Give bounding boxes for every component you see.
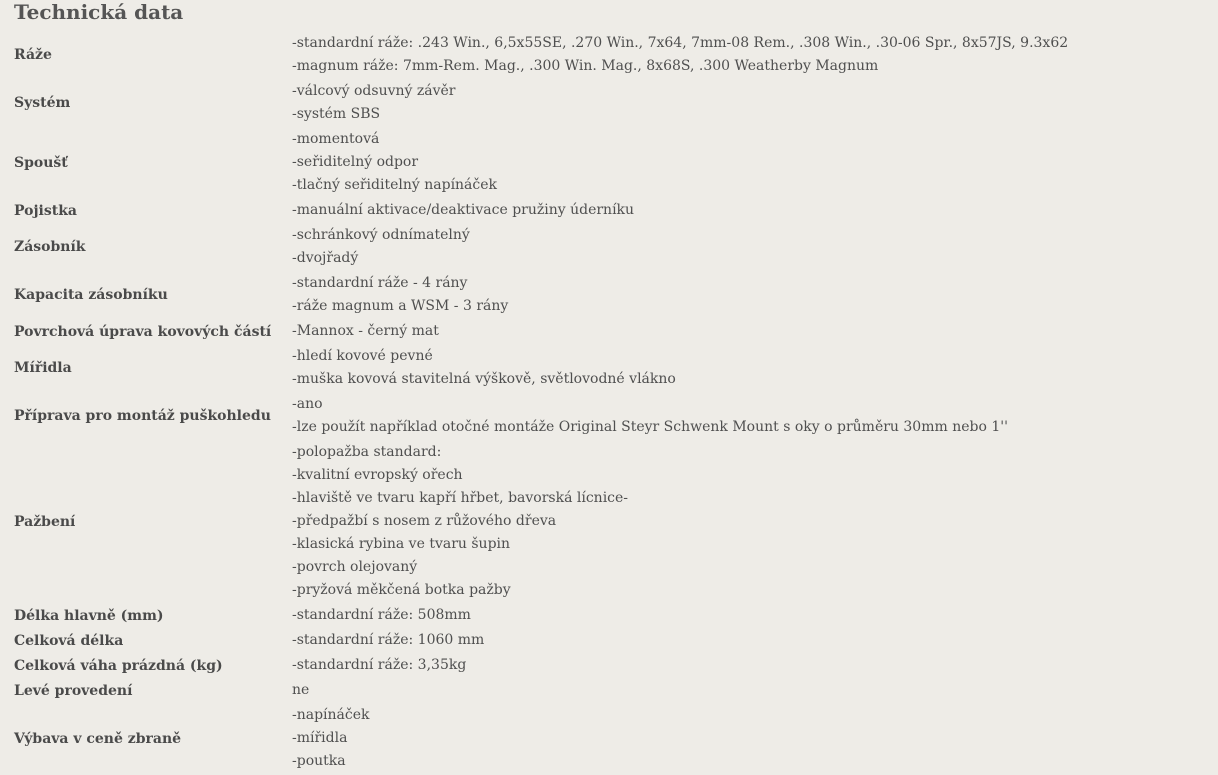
- spec-value: [292, 345, 1068, 393]
- spec-value-line: -standardní ráže: 3,35kg: [292, 657, 467, 673]
- spec-label: Zásobník: [14, 239, 86, 255]
- spec-value: [292, 441, 1068, 604]
- spec-value-line: ne: [292, 682, 310, 698]
- spec-row: [14, 128, 1068, 199]
- spec-value-line: -standardní ráže: 1060 mm: [292, 632, 485, 648]
- spec-row: [14, 679, 1068, 704]
- spec-value-line: -polopažba standard:: [292, 444, 442, 460]
- spec-label: Mířidla: [14, 360, 72, 376]
- spec-row: [14, 320, 1068, 345]
- spec-value-line: -dvojřadý: [292, 250, 359, 266]
- spec-value-line: -magnum ráže: 7mm-Rem. Mag., .300 Win. Mag., 8x68S, .300 Weatherby Magnum: [292, 58, 879, 74]
- spec-value-line: -hlaviště ve tvaru kapří hřbet, bavorská lícnice-: [292, 490, 629, 506]
- spec-value-line: -standardní ráže: 508mm: [292, 607, 471, 623]
- spec-row: [14, 393, 1068, 441]
- spec-value-line: -lze použít například otočné montáže Original Steyr Schwenk Mount s oky o průměru 30mm nebo 1'': [292, 419, 1008, 435]
- spec-row: [14, 704, 1068, 775]
- spec-label: Celková délka: [14, 632, 124, 649]
- spec-label: Délka hlavně (mm): [14, 607, 164, 624]
- spec-row: [14, 629, 1068, 654]
- spec-value-line: -seřiditelný odpor: [292, 154, 419, 170]
- spec-value-line: -předpažbí s nosem z růžového dřeva: [292, 513, 557, 529]
- spec-value-line: -manuální aktivace/deaktivace pružiny úderníku: [292, 202, 635, 218]
- spec-label: Spoušť: [14, 154, 68, 171]
- spec-label: Levé provedení: [14, 682, 133, 699]
- spec-value-line: -kvalitní evropský ořech: [292, 467, 463, 483]
- spec-value-line: -Mannox - černý mat: [292, 323, 439, 339]
- spec-value-line: -muška kovová stavitelná výškově, světlovodné vlákno: [292, 371, 676, 387]
- spec-value-line: -ráže magnum a WSM - 3 rány: [292, 298, 509, 314]
- spec-label: Příprava pro montáž puškohledu: [14, 408, 271, 424]
- spec-row: [14, 604, 1068, 629]
- spec-label: Celková váha prázdná (kg): [14, 657, 223, 674]
- spec-row: [14, 32, 1068, 80]
- spec-label: Kapacita zásobníku: [14, 287, 168, 303]
- spec-value: [292, 32, 1068, 80]
- spec-value: [292, 320, 1068, 345]
- spec-value: [292, 654, 1068, 679]
- spec-value: [292, 393, 1068, 441]
- spec-row: [14, 224, 1068, 272]
- spec-row: [14, 345, 1068, 393]
- spec-table: [14, 32, 1068, 775]
- spec-value-line: -ano: [292, 396, 323, 412]
- spec-row: [14, 199, 1068, 224]
- spec-label: Systém: [14, 95, 71, 111]
- spec-label: Výbava v ceně zbraně: [14, 730, 182, 747]
- spec-value-line: -systém SBS: [292, 106, 381, 122]
- spec-value: [292, 224, 1068, 272]
- spec-value: [292, 80, 1068, 128]
- spec-value-line: -standardní ráže - 4 rány: [292, 275, 468, 291]
- spec-value: [292, 604, 1068, 629]
- spec-value-line: -klasická rybina ve tvaru šupin: [292, 536, 511, 552]
- spec-value-line: -tlačný seřiditelný napínáček: [292, 177, 498, 193]
- spec-value-line: -standardní ráže: .243 Win., 6,5x55SE, .270 Win., 7x64, 7mm-08 Rem., .308 Win., .30-06 Spr., 8x57JS, 9.3x62: [292, 35, 1069, 51]
- spec-value-line: -napínáček: [292, 707, 370, 723]
- spec-value-line: -válcový odsuvný závěr: [292, 83, 456, 99]
- spec-value: [292, 704, 1068, 775]
- section-title: Technická data: [14, 0, 184, 24]
- spec-label: Ráže: [14, 47, 52, 63]
- spec-value-line: -povrch olejovaný: [292, 559, 418, 575]
- spec-value: [292, 629, 1068, 654]
- spec-value: [292, 272, 1068, 320]
- spec-label: Pažbení: [14, 513, 76, 530]
- spec-value: [292, 679, 1068, 704]
- spec-value-line: -hledí kovové pevné: [292, 348, 433, 364]
- spec-value: [292, 128, 1068, 199]
- spec-value-line: -poutka: [292, 753, 346, 769]
- spec-value-line: -pryžová měkčená botka pažby: [292, 582, 511, 598]
- spec-label: Povrchová úprava kovových částí: [14, 323, 272, 340]
- spec-label: Pojistka: [14, 202, 77, 219]
- spec-value-line: -schránkový odnímatelný: [292, 227, 470, 243]
- spec-row: [14, 441, 1068, 604]
- spec-row: [14, 80, 1068, 128]
- spec-row: [14, 272, 1068, 320]
- spec-value-line: -momentová: [292, 131, 380, 147]
- spec-row: [14, 654, 1068, 679]
- spec-value: [292, 199, 1068, 224]
- spec-value-line: -mířidla: [292, 730, 348, 746]
